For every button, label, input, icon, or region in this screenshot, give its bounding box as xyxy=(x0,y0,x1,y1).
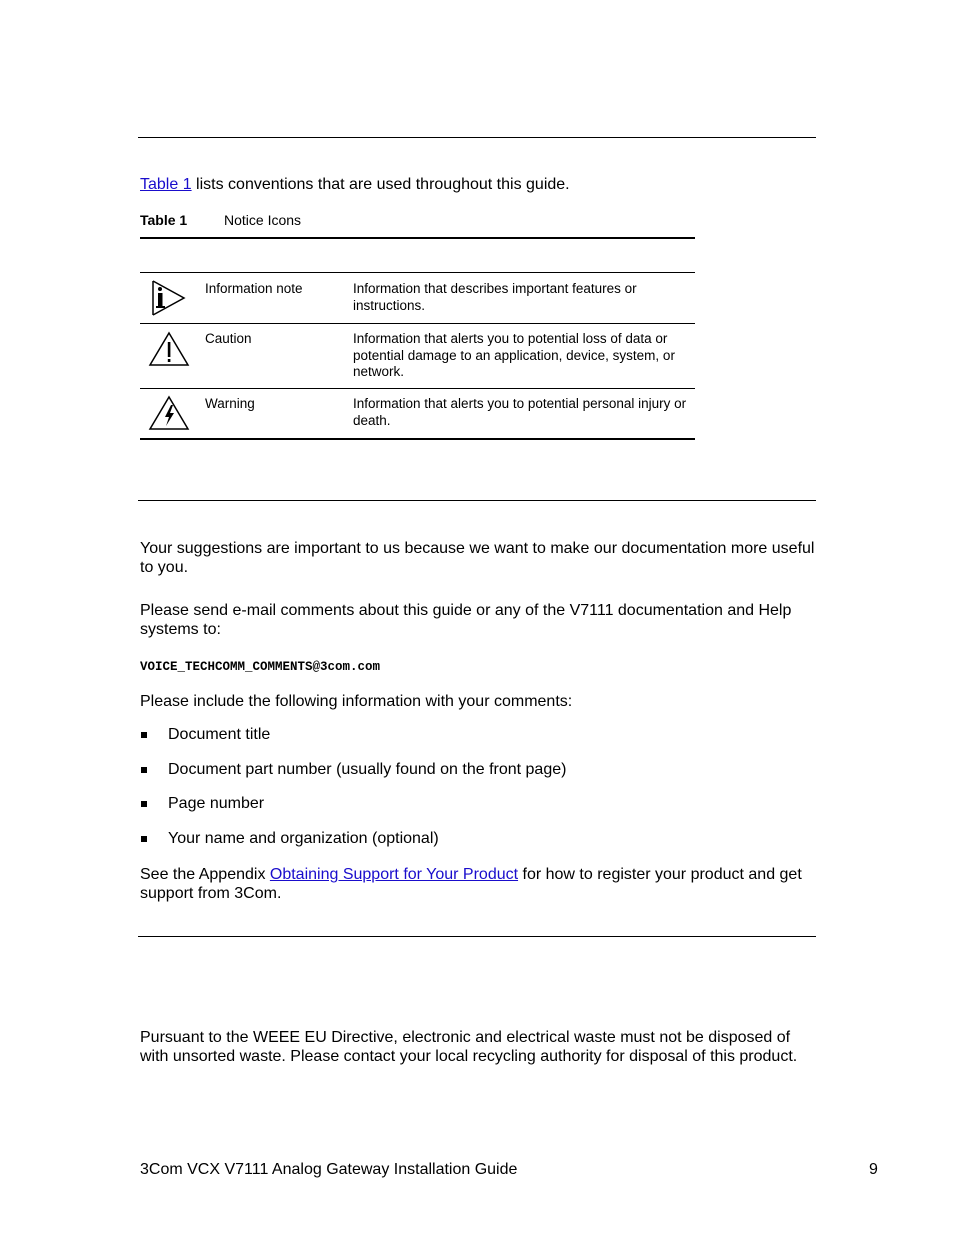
table-row-name: Warning xyxy=(205,396,255,411)
see-appendix-pre: See the Appendix xyxy=(140,866,270,883)
obtaining-support-link[interactable]: Obtaining Support for Your Product xyxy=(269,866,519,883)
list-item: Your name and organization (optional) xyxy=(168,830,439,847)
table-1-link[interactable]: Table 1 xyxy=(140,176,192,193)
table-row-divider xyxy=(140,388,695,389)
table-top-rule xyxy=(140,237,695,239)
see-appendix-paragraph xyxy=(140,865,820,903)
table-row-name: Information note xyxy=(205,281,303,296)
table-row-description: Information that alerts you to potential loss of data or potential damage to an application, device, system, or network. xyxy=(353,331,675,380)
see-appendix-post: for how to register your product and get support from 3Com. xyxy=(140,866,802,902)
table-caption-title: Notice Icons xyxy=(224,212,302,228)
table-row-name: Caution xyxy=(205,331,252,346)
table-row-description: Information that alerts you to potential personal injury or death. xyxy=(353,396,687,428)
caution-icon xyxy=(148,331,190,367)
bullet-marker xyxy=(141,801,147,807)
table-header-rule xyxy=(140,272,695,273)
table-caption-title-wrap xyxy=(224,212,301,230)
bullet-marker xyxy=(141,767,147,773)
section-divider-top xyxy=(138,137,816,138)
intro-paragraph xyxy=(140,175,820,194)
section-divider xyxy=(138,500,816,501)
feedback-paragraph-3: Please include the following information with your comments: xyxy=(140,693,573,710)
bullet-marker xyxy=(141,732,147,738)
table-bottom-rule xyxy=(140,438,695,440)
feedback-paragraph-1: Your suggestions are important to us because we want to make our documentation more useful to you. xyxy=(140,540,815,576)
list-item: Page number xyxy=(168,795,265,812)
bullet-marker xyxy=(141,836,147,842)
table-row-divider xyxy=(140,323,695,324)
list-item: Document title xyxy=(168,726,271,743)
list-item: Document part number (usually found on the front page) xyxy=(168,761,567,778)
table-caption xyxy=(140,212,187,230)
weee-paragraph: Pursuant to the WEEE EU Directive, electronic and electrical waste must not be disposed of with unsorted waste. Please contact your local recycling authority for disposal of this product. xyxy=(140,1029,798,1065)
feedback-paragraph-2: Please send e-mail comments about this guide or any of the V7111 documentation and Help systems to: xyxy=(140,602,792,638)
intro-text: lists conventions that are used throughout this guide. xyxy=(191,176,570,193)
section-divider xyxy=(138,936,816,937)
page-number: 9 xyxy=(869,1161,878,1178)
feedback-email[interactable]: VOICE_TECHCOMM_COMMENTS@3com.com xyxy=(140,660,381,674)
table-caption-label: Table 1 xyxy=(140,212,188,228)
table-row-description: Information that describes important features or instructions. xyxy=(353,281,637,313)
information-note-icon xyxy=(150,279,186,317)
footer-title: 3Com VCX V7111 Analog Gateway Installation Guide xyxy=(140,1161,518,1178)
warning-icon xyxy=(148,395,190,431)
